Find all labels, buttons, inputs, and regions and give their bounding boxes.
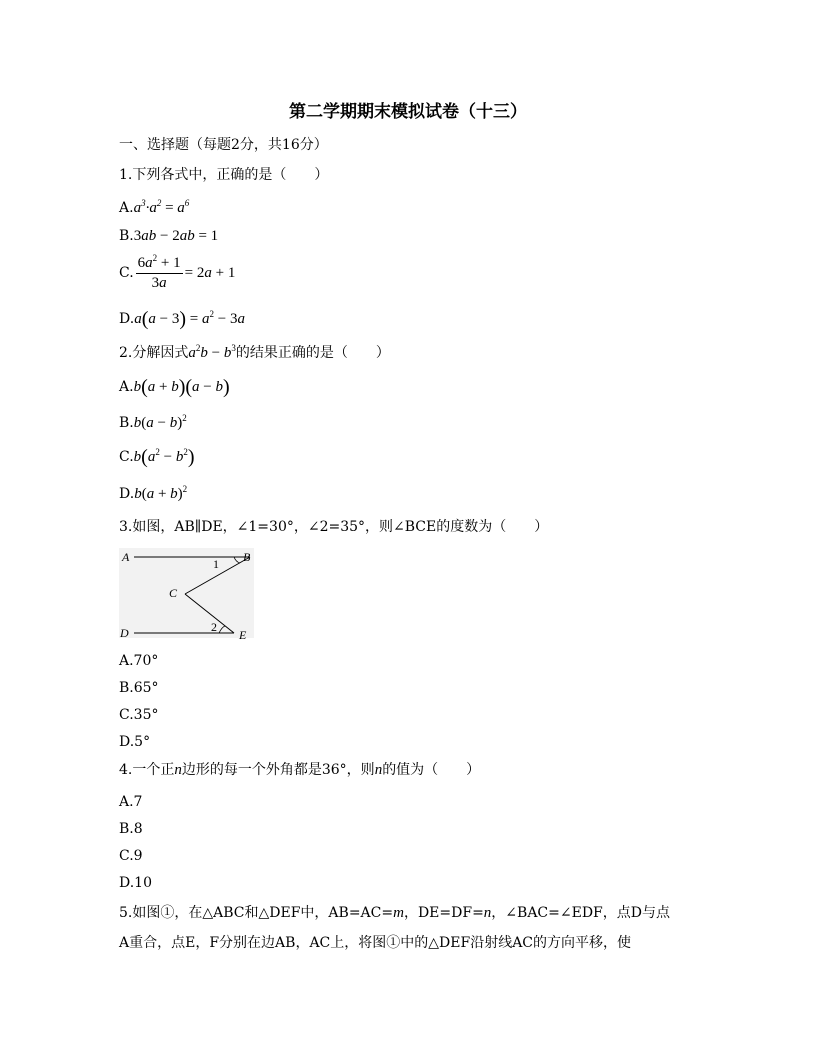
q2-option-c: $C.b(a^2 - b^2)$ — [119, 446, 195, 468]
section-heading: 一、选择题（每题2分，共16分） — [119, 137, 328, 153]
q4-option-a: A.7 — [119, 794, 143, 810]
q3-option-b: B.65° — [119, 680, 159, 696]
question-1-stem: 1.下列各式中，正确的是（ ） — [119, 167, 329, 183]
question-5-line-1: 5.如图①，在△ABC和△DEF中，AB=AC=m，DE=DF=n，∠BAC=∠EDF，点D与点 — [119, 905, 670, 921]
label-b: B — [243, 550, 251, 564]
question-4-stem: 4.一个正n边形的每一个外角都是36°，则n的值为（ ） — [119, 762, 481, 778]
question-3-stem: 3.如图，AB∥DE，∠1=30°，∠2=35°，则∠BCE的度数为（ ） — [119, 519, 549, 535]
q1-option-d: $D.a(a - 3) = a^2 - 3a$ — [119, 308, 245, 330]
angle-1-label: 1 — [213, 557, 219, 571]
geometry-figure — [119, 548, 254, 642]
q1-option-b: B.3ab − 2ab = 1 — [119, 228, 219, 244]
q2-option-b: $B.b(a - b)^2$ — [119, 413, 187, 431]
label-e: E — [239, 628, 247, 642]
q2-option-d: $D.b(a + b)^2$ — [119, 484, 188, 502]
parallel-lines-diagram — [119, 548, 254, 638]
q3-option-c: C.35° — [119, 707, 159, 723]
q4-option-b: B.8 — [119, 821, 143, 837]
q3-option-a: A.70° — [119, 653, 159, 669]
q4-option-c: C.9 — [119, 848, 143, 864]
q1-option-c: C. $\frac{6a^2 + 1}{3a}$ = 2a + 1 — [119, 253, 236, 291]
q2-option-a: A.b(a + b)(a − b) — [119, 376, 230, 398]
label-c: C — [169, 586, 178, 600]
page-title: 第二学期期末模拟试卷（十三） — [289, 102, 527, 122]
angle-2-label: 2 — [211, 620, 217, 634]
q3-option-d: D.5° — [119, 734, 151, 750]
q1-option-a: $A.a^3\cdot a^2 = a^6$ — [119, 198, 190, 216]
label-a: A — [122, 550, 130, 564]
question-5-line-2: A重合，点E，F分别在边AB，AC上，将图①中的△DEF沿射线AC的方向平移，使 — [119, 935, 632, 951]
label-d: D — [120, 626, 129, 640]
question-2-stem: 2.分解因式$a^2b - b^3$的结果正确的是（ ） — [119, 343, 390, 361]
q4-option-d: D.10 — [119, 875, 152, 891]
